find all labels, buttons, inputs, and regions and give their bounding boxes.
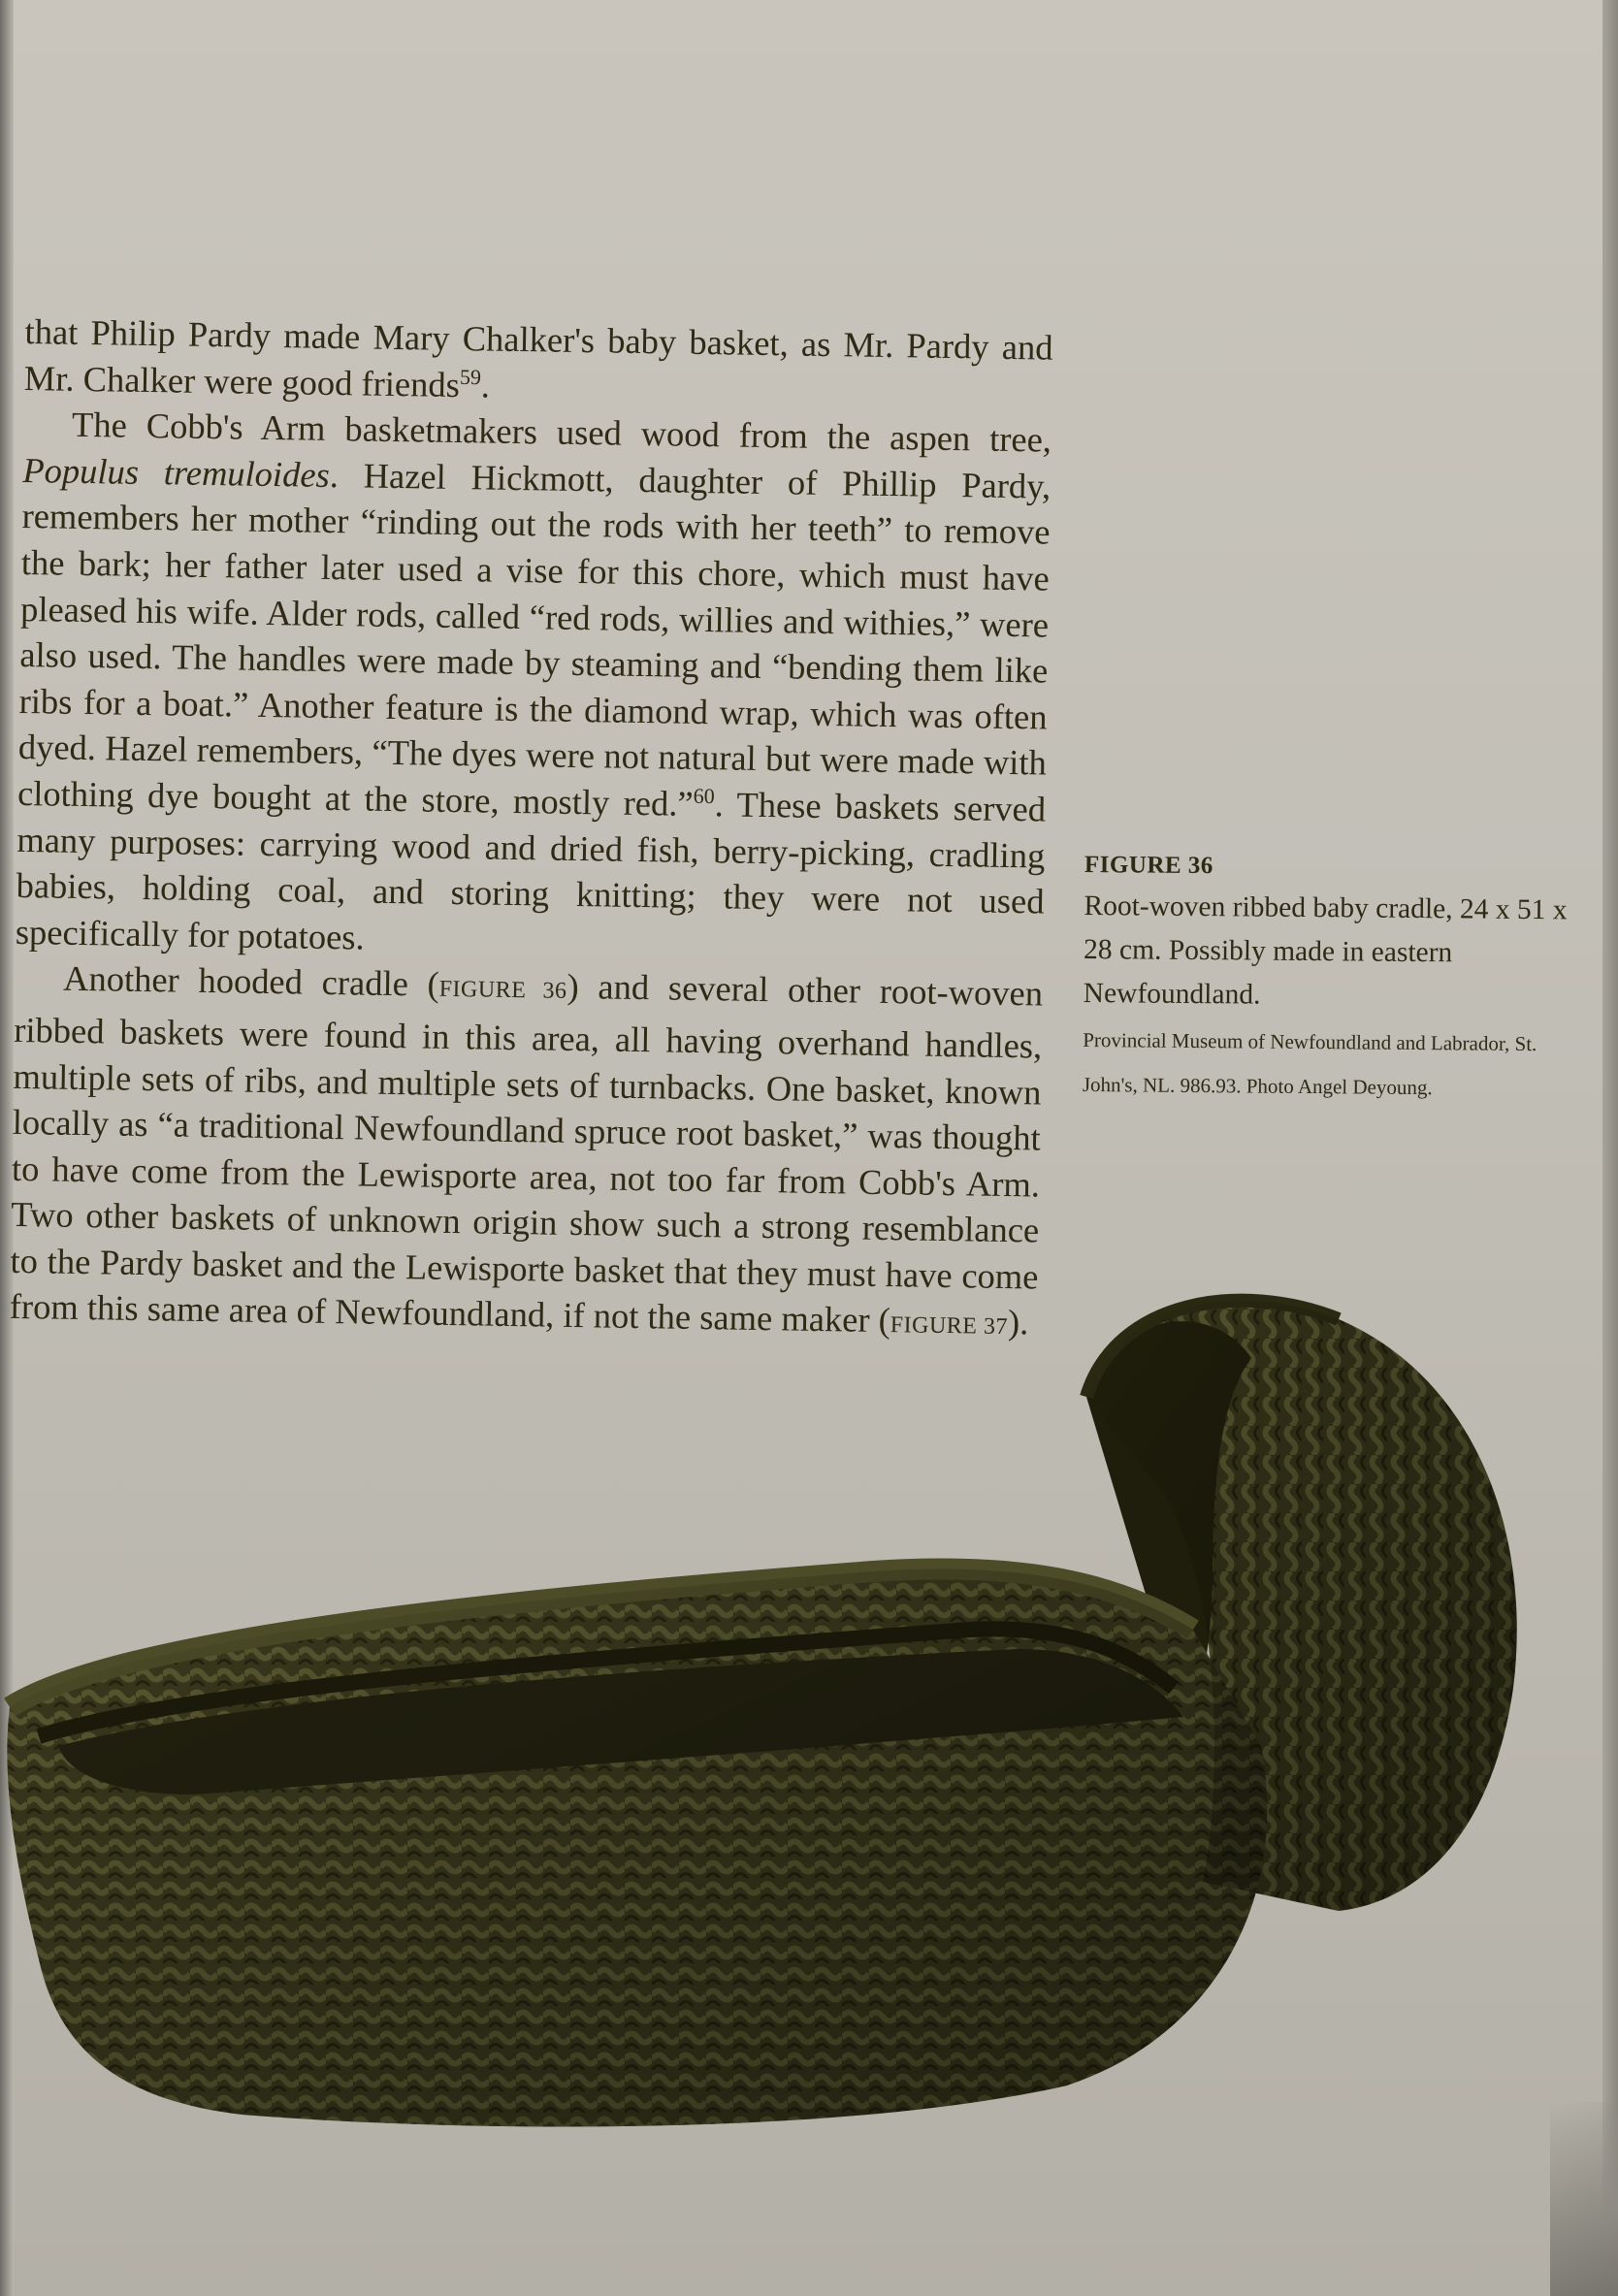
paragraph-3: Another hooded cradle (FIGURE 36) and several other root-woven ribbed baskets were found in this area, all having overhand handles, multiple sets of ribs, and multiple sets of turnbacks. One basket, known locally as “a traditional Newfoundland spruce root basket,” was thought to have come from the Lewisporte area, not too far from Cobb's Arm. Two other baskets of unknown origin show such a strong resemblance to the Pardy basket and the Lewisporte basket that they must have come from this same area of Newfoundland, if not the same maker (FIGURE 37). <box>9 958 1044 1342</box>
footnote-ref-59: 59 <box>459 364 482 389</box>
figure-ref-37: FIGURE 37 <box>890 1312 1009 1341</box>
figure-label: FIGURE 36 <box>1084 852 1214 880</box>
page-corner <box>1550 2102 1618 2296</box>
body-text <box>9 308 1053 1352</box>
figure-ref-36: FIGURE 36 <box>438 977 567 1005</box>
paragraph-2: The Cobb's Arm basketmakers used wood from the aspen tree, Populus tremuloides. Hazel Hickmott, daughter of Phillip Pardy, remembers her mother “rinding out the rods with her teeth” to remove the bark; her father later used a vise for this chore, which must have pleased his wife. Alder rods, called “red rods, willies and withies,” were also used. The handles were made by steaming and “bending them like ribs for a boat.” Another feature is the diamond wrap, which was often dyed. Hazel remembers, “The dyes were not natural but were made with clothing dye bought at the store, mostly red.”$^{60}$. These baskets served many purposes: carrying wood and dried fish, berry-picking, cradling babies, holding coal, and storing knitting; they were not used specifically for potatoes. <box>15 404 1052 957</box>
page-edge-right <box>1602 0 1618 2296</box>
species-name: Populus tremuloides <box>22 449 331 495</box>
figure-caption <box>1083 852 1569 1111</box>
footnote-ref-60: 60 <box>693 783 715 809</box>
figure-description: Root-woven ribbed baby cradle, 24 x 51 x 28 cm. Possibly made in eastern Newfoundland. <box>1083 889 1568 1011</box>
paragraph-1: that Philip Pardy made Mary Chalker's baby basket, as Mr. Pardy and Mr. Chalker were good friends$^{59}$. <box>23 310 1053 405</box>
figure-credit: Provincial Museum of Newfoundland and Labrador, St. John's, NL. 986.93. Photo Angel Deyoung. <box>1082 1027 1537 1100</box>
woven-cradle-basket-icon <box>0 1280 1552 2153</box>
